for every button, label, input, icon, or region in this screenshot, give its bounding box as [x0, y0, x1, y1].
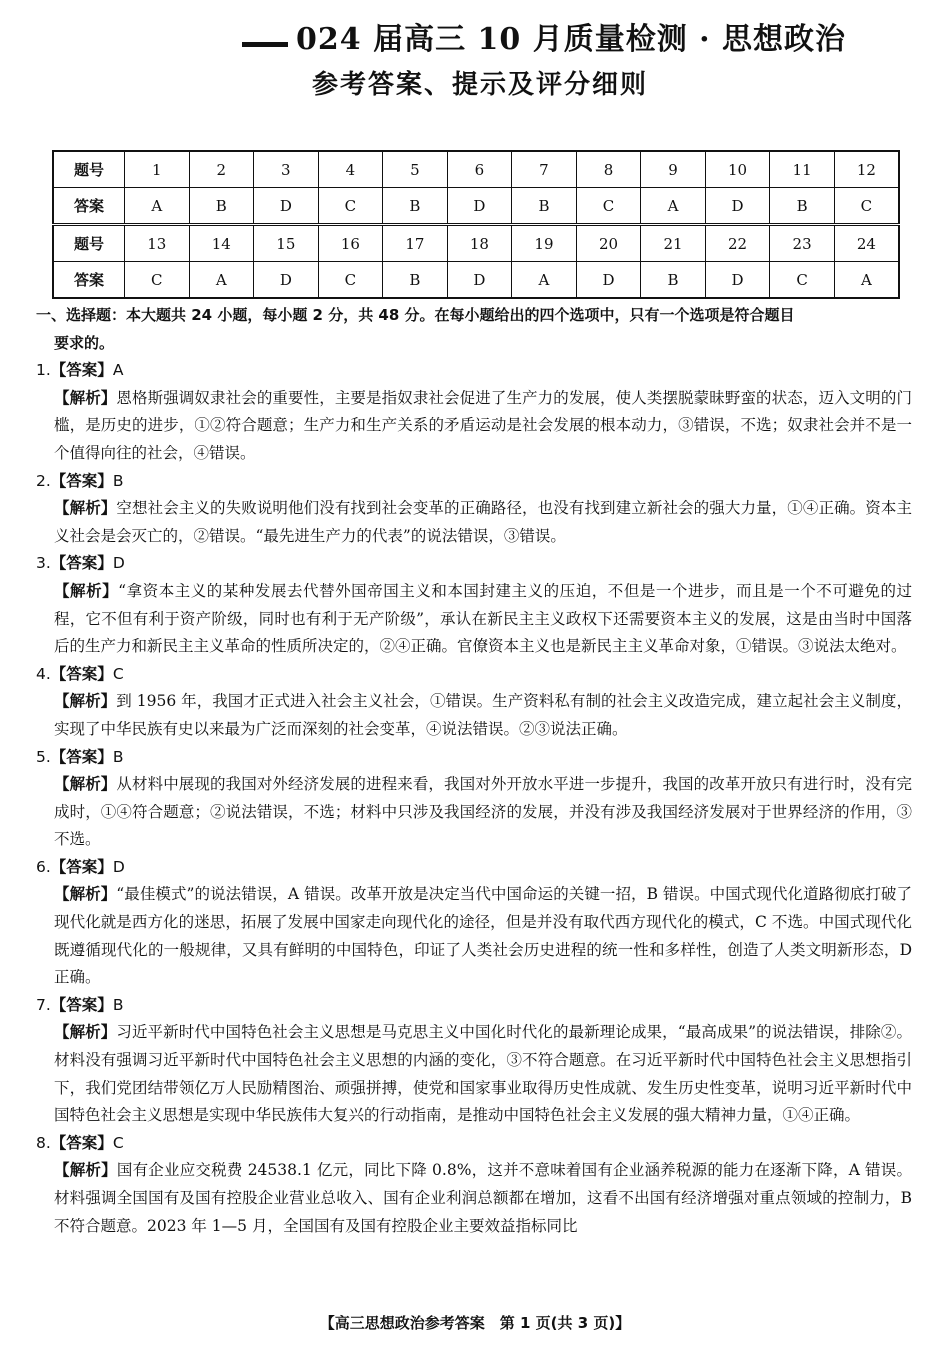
question-number: 7. — [36, 995, 51, 1014]
answer-cell: C — [318, 262, 383, 299]
explanation-tag: 【解析】 — [54, 775, 117, 794]
question-explanation — [36, 771, 912, 854]
answer-letter: A — [112, 361, 124, 380]
page-subtitle: 参考答案、提示及评分细则 — [312, 70, 649, 100]
question-explanation — [36, 578, 912, 661]
title-underline — [242, 42, 288, 47]
question-answer — [36, 661, 912, 689]
question-number: 11 — [770, 151, 835, 188]
question-number: 9 — [641, 151, 706, 188]
answer-cell: D — [447, 188, 512, 225]
table-row — [53, 225, 899, 262]
answer-cell: A — [125, 188, 190, 225]
answer-cell: A — [189, 262, 254, 299]
answer-tag: 【答案】 — [50, 857, 113, 876]
explanation-tag: 【解析】 — [54, 1023, 117, 1042]
answer-cell: B — [189, 188, 254, 225]
answer-cell: A — [641, 188, 706, 225]
answer-header: 答案 — [53, 262, 125, 299]
answer-tag: 【答案】 — [50, 361, 113, 380]
explanation-tag: 【解析】 — [54, 581, 119, 600]
page-footer: 【高三思想政治参考答案 第 1 页(共 3 页)】 — [319, 1314, 631, 1332]
question-explanation — [36, 688, 912, 743]
answer-cell: C — [318, 188, 383, 225]
question-number: 5. — [36, 747, 51, 766]
explanation-tag: 【解析】 — [54, 388, 117, 407]
question-number: 2 — [189, 151, 254, 188]
answer-cell: D — [254, 262, 319, 299]
question-answer — [36, 992, 912, 1020]
answer-tag: 【答案】 — [50, 471, 113, 490]
answer-cell: B — [383, 188, 448, 225]
answer-explanations — [36, 302, 912, 1240]
question-answer — [36, 357, 912, 385]
answer-cell: A — [512, 262, 577, 299]
question-number: 15 — [254, 225, 319, 262]
section-intro-cont: 要求的。 — [54, 333, 115, 352]
question-number: 12 — [834, 151, 899, 188]
question-explanation — [36, 495, 912, 550]
section-intro: 一、选择题：本大题共 24 小题，每小题 2 分，共 48 分。在每小题给出的四个选项中，只有一个选项是符合题目 — [36, 306, 795, 324]
question-number: 6. — [36, 857, 51, 876]
answer-tag: 【答案】 — [50, 554, 113, 573]
question-number: 13 — [125, 225, 190, 262]
question-number: 10 — [705, 151, 770, 188]
question-number: 8. — [36, 1133, 51, 1152]
answer-letter: B — [112, 995, 124, 1014]
question-number: 5 — [383, 151, 448, 188]
question-number: 4 — [318, 151, 383, 188]
section-heading — [36, 302, 912, 357]
table-row — [53, 262, 899, 299]
explanation-text: 国有企业应交税费 24538.1 亿元，同比下降 0.8%，这并不意味着国有企业涵养税源的能力在逐渐下降，A 错误。材料强调全国国有及国有控股企业营业总收入、国有企业利润总额都在增加，这看不出国有经济增强对重点领域的控制力，B 不符合题意。2023 年 1—5 月，全国国有及国有控股企业主要效益指标同比 — [54, 1161, 912, 1235]
explanation-tag: 【解析】 — [54, 885, 117, 904]
table-row — [53, 188, 899, 225]
question-number: 2. — [36, 471, 51, 490]
question-number: 17 — [383, 225, 448, 262]
question-number: 22 — [705, 225, 770, 262]
explanation-text: 到 1956 年，我国才正式进入社会主义社会，①错误。生产资料私有制的社会主义改造完成，建立起社会主义制度，实现了中华民族有史以来最为广泛而深刻的社会变革，④说法错误。②③说法正确。 — [54, 692, 912, 738]
question-explanation — [36, 1019, 912, 1129]
question-answer — [36, 1130, 912, 1158]
answer-cell: A — [834, 262, 899, 299]
explanation-tag: 【解析】 — [54, 692, 117, 711]
question-explanation — [36, 1157, 912, 1240]
answer-tag: 【答案】 — [50, 747, 113, 766]
table-row — [53, 151, 899, 188]
answer-cell: C — [125, 262, 190, 299]
question-answer — [36, 550, 912, 578]
answer-cell: C — [770, 262, 835, 299]
answer-cell: D — [705, 188, 770, 225]
answer-cell: B — [770, 188, 835, 225]
question-number: 6 — [447, 151, 512, 188]
answer-letter: C — [112, 664, 124, 683]
answer-tag: 【答案】 — [50, 1133, 113, 1152]
answer-letter: B — [112, 471, 124, 490]
question-number: 4. — [36, 664, 51, 683]
answer-tag: 【答案】 — [50, 995, 113, 1014]
question-answer — [36, 744, 912, 772]
answer-cell: B — [641, 262, 706, 299]
question-number: 7 — [512, 151, 577, 188]
explanation-text: “最佳模式”的说法错误，A 错误。改革开放是决定当代中国命运的关键一招，B 错误。中国式现代化道路彻底打破了现代化就是西方化的迷思，拓展了发展中国家走向现代化的途径，但是并没有取代西方现代化的模式，C 不选。中国式现代化既遵循现代化的一般规律，又具有鲜明的中国特色，印证了人类社会历史进程的统一性和多样性，创造了人类文明新形态，D 正确。 — [54, 885, 912, 987]
answer-cell: D — [447, 262, 512, 299]
answer-tag: 【答案】 — [50, 664, 113, 683]
question-number: 18 — [447, 225, 512, 262]
question-number: 8 — [576, 151, 641, 188]
explanation-tag: 【解析】 — [54, 1161, 117, 1180]
question-number: 24 — [834, 225, 899, 262]
explanation-text: “拿资本主义的某种发展去代替外国帝国主义和本国封建主义的压迫，不但是一个进步，而且是一个不可避免的过程，它不但有利于资产阶级，同时也有利于无产阶级”，承认在新民主主义政权下还需要资本主义的发展，这是由当时中国落后的生产力和新民主主义革命的性质所决定的，②④正确。官僚资本主义也是新民主主义革命对象，①错误。③说法太绝对。 — [54, 581, 912, 656]
answer-cell: D — [254, 188, 319, 225]
answer-cell: C — [576, 188, 641, 225]
answer-cell: D — [705, 262, 770, 299]
answer-cell: D — [576, 262, 641, 299]
question-answer — [36, 854, 912, 882]
explanation-text: 习近平新时代中国特色社会主义思想是马克思主义中国化时代化的最新理论成果，“最高成果”的说法错误，排除②。材料没有强调习近平新时代中国特色社会主义思想的内涵的变化，③不符合题意。在习近平新时代中国特色社会主义思想指引下，我们党团结带领亿万人民励精图治、顽强拼搏，使党和国家事业取得历史性成就、发生历史性变革，说明习近平新时代中国特色社会主义思想是实现中华民族伟大复兴的行动指南，是推动中国特色社会主义发展的强大精神力量，①④正确。 — [54, 1023, 912, 1125]
question-number-header: 题号 — [53, 151, 125, 188]
question-number: 1. — [36, 361, 51, 380]
question-number: 1 — [125, 151, 190, 188]
answer-header: 答案 — [53, 188, 125, 225]
question-explanation — [36, 881, 912, 991]
answer-letter: B — [112, 747, 124, 766]
explanation-text: 空想社会主义的失败说明他们没有找到社会变革的正确路径，也没有找到建立新社会的强大力量，①④正确。资本主义社会是会灭亡的，②错误。“最先进生产力的代表”的说法错误，③错误。 — [54, 499, 912, 545]
question-number-header: 题号 — [53, 225, 125, 262]
question-number: 19 — [512, 225, 577, 262]
answer-letter: C — [112, 1133, 124, 1152]
answer-letter: D — [112, 857, 125, 876]
page-title: 024 届高三 10 月质量检测 · 思想政治 — [296, 22, 847, 57]
question-number: 14 — [189, 225, 254, 262]
question-number: 20 — [576, 225, 641, 262]
question-number: 23 — [770, 225, 835, 262]
answer-cell: B — [512, 188, 577, 225]
question-number: 3 — [254, 151, 319, 188]
answer-table — [52, 150, 900, 299]
answer-cell: C — [834, 188, 899, 225]
explanation-text: 从材料中展现的我国对外经济发展的进程来看，我国对外开放水平进一步提升，我国的改革开放只有进行时，没有完成时，①④符合题意；②说法错误，不选；材料中只涉及我国经济的发展，并没有涉及我国经济发展对于世界经济的作用，③不选。 — [54, 775, 912, 849]
question-answer — [36, 468, 912, 496]
question-number: 16 — [318, 225, 383, 262]
answer-cell: B — [383, 262, 448, 299]
answer-letter: D — [112, 554, 125, 573]
question-explanation — [36, 385, 912, 468]
explanation-tag: 【解析】 — [54, 499, 117, 518]
question-number: 3. — [36, 554, 51, 573]
question-number: 21 — [641, 225, 706, 262]
explanation-text: 恩格斯强调奴隶社会的重要性，主要是指奴隶社会促进了生产力的发展，使人类摆脱蒙昧野蛮的状态，迈入文明的门槛，是历史的进步，①②符合题意；生产力和生产关系的矛盾运动是社会发展的根本动力，③错误，不选；奴隶社会并不是一个值得向往的社会，④错误。 — [54, 388, 912, 462]
